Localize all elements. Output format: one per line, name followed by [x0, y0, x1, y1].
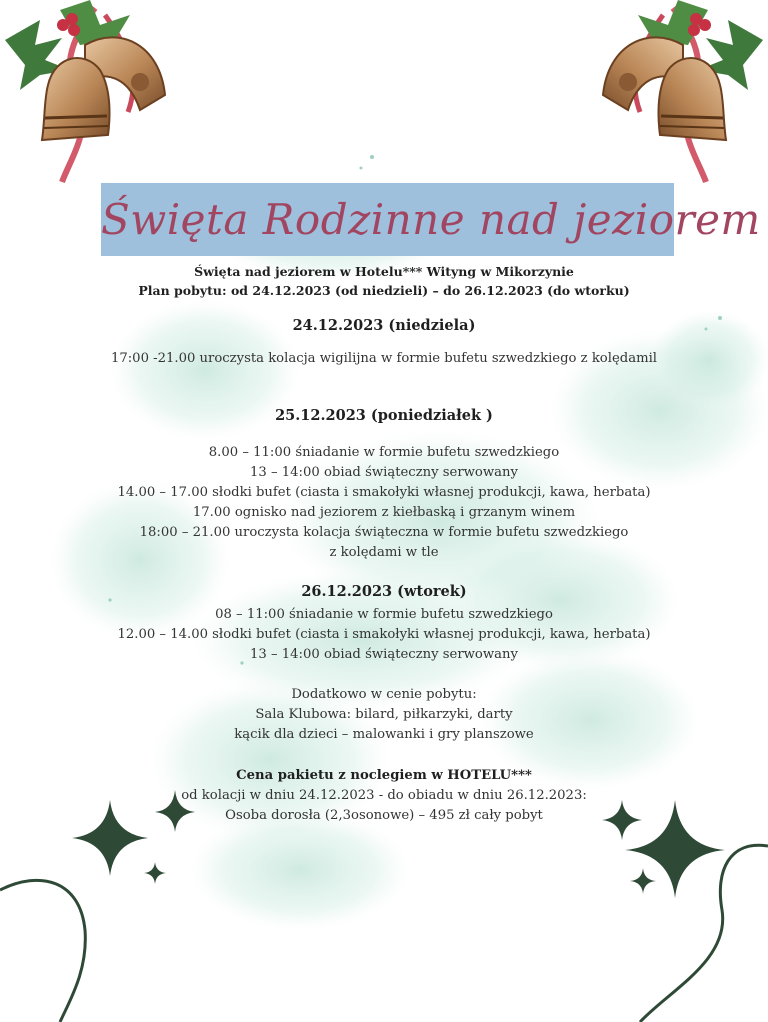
intro-line-2: Plan pobytu: od 24.12.2023 (od niedzieli) – do 26.12.2023 (do wtorku)	[138, 283, 630, 298]
extras-heading: Dodatkowo w cenie pobytu:	[291, 687, 477, 702]
schedule-item: 13 – 14:00 obiad świąteczny serwowany	[250, 465, 518, 480]
day-heading: 24.12.2023 (niedziela)	[292, 317, 476, 334]
extras-item: kącik dla dzieci – malowanki i gry planszowe	[234, 727, 534, 742]
price-heading: Cena pakietu z noclegiem w HOTELU***	[236, 768, 532, 783]
price-line: Osoba dorosła (2,3osonowe) – 495 zł cały pobyt	[225, 808, 543, 823]
day-heading: 26.12.2023 (wtorek)	[301, 583, 467, 600]
day-heading: 25.12.2023 (poniedziałek )	[275, 407, 493, 424]
schedule-item: 08 – 11:00 śniadanie w formie bufetu szwedzkiego	[215, 607, 553, 622]
bells-icon	[5, 0, 165, 182]
page-title: Święta Rodzinne nad jeziorem	[101, 195, 761, 244]
swirl-icon	[640, 845, 768, 1022]
bells-icon	[603, 0, 763, 182]
swirl-icon	[0, 880, 85, 1022]
sparkle-icon	[144, 862, 166, 884]
sparkle-icon	[630, 868, 656, 894]
intro-line-1: Święta nad jeziorem w Hotelu*** Wityng w Mikorzynie	[194, 264, 574, 279]
extras-item: Sala Klubowa: bilard, piłkarzyki, darty	[255, 707, 513, 722]
schedule-item: 8.00 – 11:00 śniadanie w formie bufetu szwedzkiego	[208, 445, 560, 460]
schedule-item: 17:00 -21.00 uroczysta kolacja wigilijna w formie bufetu szwedzkiego z kolędamil	[110, 351, 658, 366]
price-line: od kolacji w dniu 24.12.2023 - do obiadu w dniu 26.12.2023:	[181, 788, 587, 803]
schedule-item: 13 – 14:00 obiad świąteczny serwowany	[250, 647, 518, 662]
schedule-item: z kolędami w tle	[329, 545, 439, 560]
schedule-item: 17.00 ognisko nad jeziorem z kiełbaską i grzanym winem	[192, 505, 576, 520]
schedule-item: 18:00 – 21.00 uroczysta kolacja świąteczna w formie bufetu szwedzkiego	[139, 525, 629, 540]
schedule-item: 12.00 – 14.00 słodki bufet (ciasta i smakołyki własnej produkcji, kawa, herbata)	[117, 627, 651, 642]
schedule-item: 14.00 – 17.00 słodki bufet (ciasta i smakołyki własnej produkcji, kawa, herbata)	[117, 485, 651, 500]
